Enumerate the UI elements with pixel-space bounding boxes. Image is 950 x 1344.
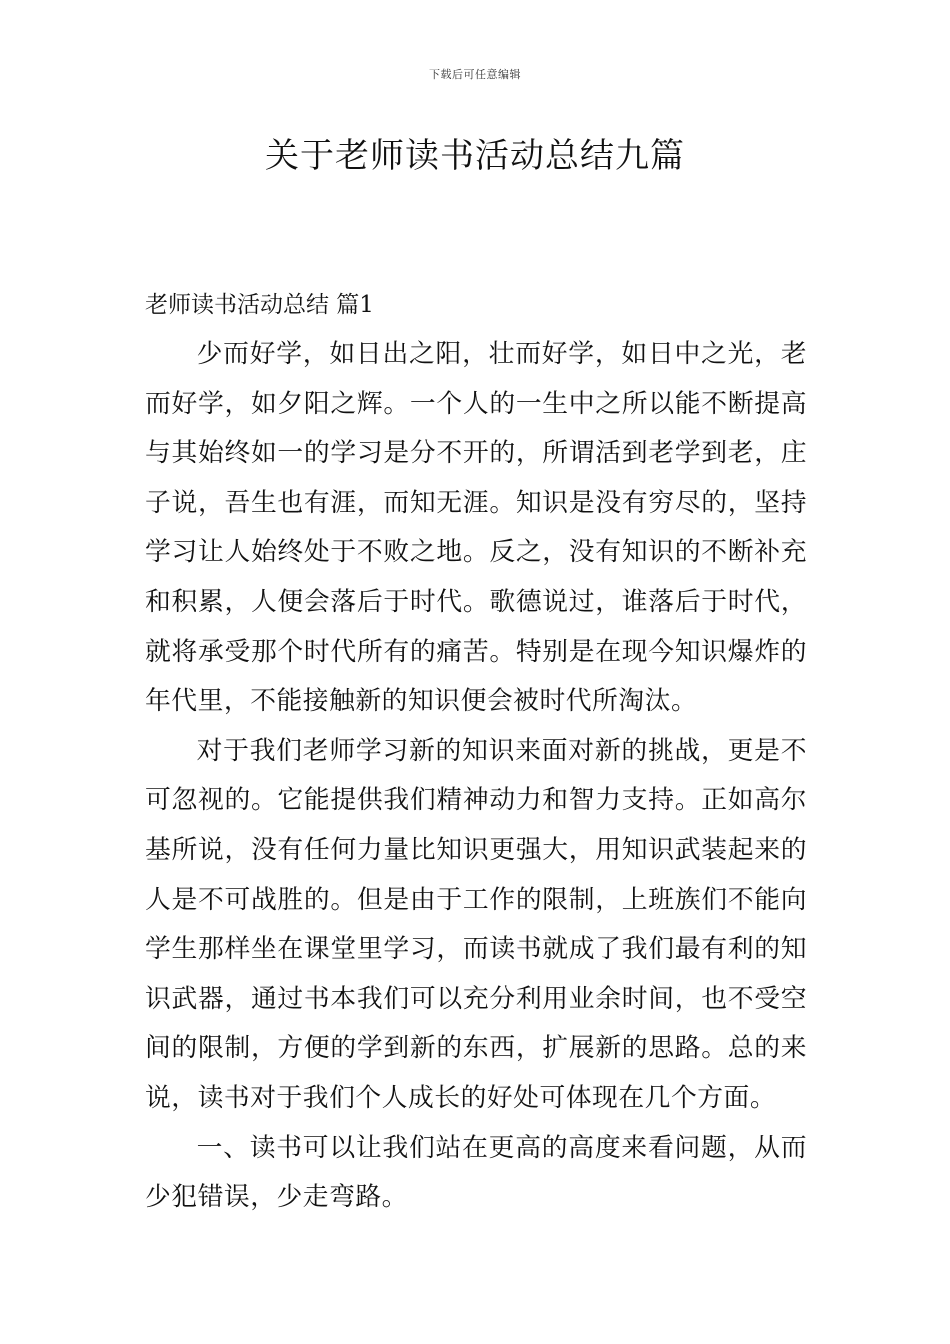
- document-title: 关于老师读书活动总结九篇: [265, 136, 685, 176]
- paragraph: 少而好学，如日出之阳，壮而好学，如日中之光，老而好学，如夕阳之辉。一个人的一生中之所以能不断提高与其始终如一的学习是分不开的，所谓活到老学到老，庄子说，吾生也有涯，而知无涯。知识是没有穷尽的，坚持学习让人始终处于不败之地。反之，没有知识的不断补充和积累，人便会落后于时代。歌德说过，谁落后于时代，就将承受那个时代所有的痛苦。特别是在现今知识爆炸的年代里，不能接触新的知识便会被时代所淘汰。: [145, 339, 807, 717]
- paragraph: 对于我们老师学习新的知识来面对新的挑战，更是不可忽视的。它能提供我们精神动力和智力支持。正如高尔基所说，没有任何力量比知识更强大，用知识武装起来的人是不可战胜的。但是由于工作的限制，上班族们不能向学生那样坐在课堂里学习，而读书就成了我们最有利的知识武器，通过书本我们可以充分利用业余时间，也不受空间的限制，方便的学到新的东西，扩展新的思路。总的来说，读书对于我们个人成长的好处可体现在几个方面。: [145, 735, 807, 1113]
- section-heading: 老师读书活动总结 篇1: [145, 292, 374, 318]
- header-note: 下载后可任意编辑: [429, 68, 521, 81]
- paragraph: 一、读书可以让我们站在更高的高度来看问题，从而少犯错误，少走弯路。: [145, 1132, 807, 1213]
- body-text: [145, 330, 807, 1223]
